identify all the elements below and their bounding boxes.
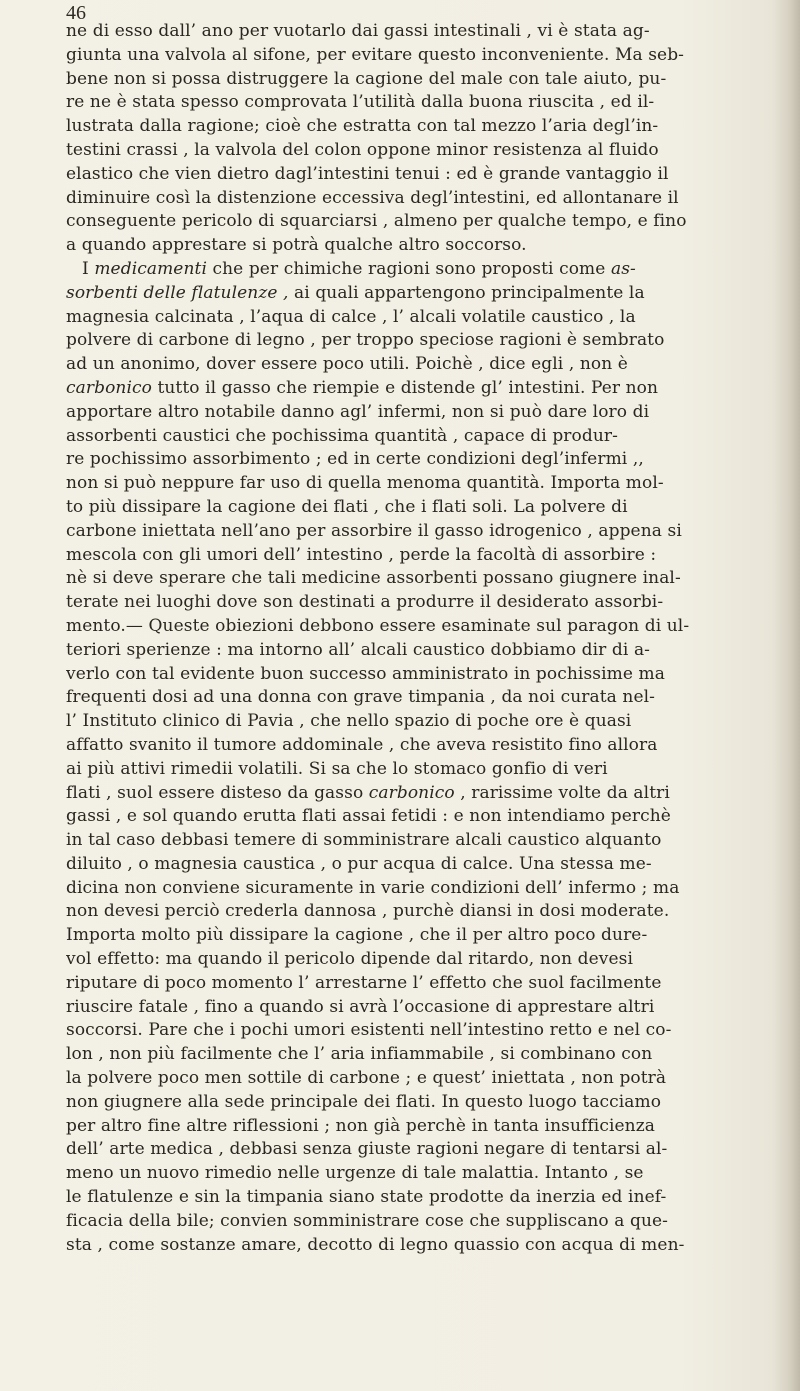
text-span: ai quali appartengono principalmente la bbox=[288, 282, 645, 303]
text-line: bene non si possa distruggere la cagione del male con tale aiuto, pu- bbox=[66, 68, 667, 89]
text-line: elastico che vien dietro dagl’intestini tenui : ed è grande vantaggio il bbox=[66, 163, 669, 184]
text-span: flati , suol essere disteso da gasso bbox=[66, 782, 369, 803]
text-line: a quando apprestare si potrà qualche altro soccorso. bbox=[66, 235, 527, 256]
text-line: le flatulenze e sin la timpania siano state prodotte da inerzia ed inef- bbox=[66, 1187, 667, 1208]
text-line: lustrata dalla ragione; cioè che estratta con tal mezzo l’aria degl’in- bbox=[66, 116, 659, 137]
italic-text-span: carbonico bbox=[66, 377, 152, 398]
text-line: re ne è stata spesso comprovata l’utilità dalla buona riuscita , ed il- bbox=[66, 92, 655, 113]
text-line: gassi , e sol quando erutta flati assai fetidi : e non intendiamo perchè bbox=[66, 806, 671, 827]
text-line: sta , come sostanze amare, decotto di legno quassio con acqua di men- bbox=[66, 1234, 685, 1255]
text-line: non devesi perciò crederla dannosa , purchè diansi in dosi moderate. bbox=[66, 901, 670, 922]
text-line: la polvere poco men sottile di carbone ; e quest’ iniettata , non potrà bbox=[66, 1068, 667, 1089]
text-span: I bbox=[82, 258, 95, 279]
text-line: riuscire fatale , fino a quando si avrà l’occasione di apprestare altri bbox=[66, 996, 655, 1017]
text-line: diminuire così la distenzione eccessiva degl’intestini, ed allontanare il bbox=[66, 187, 679, 208]
text-line: ai più attivi rimedii volatili. Si sa che lo stomaco gonfio di veri bbox=[66, 758, 608, 779]
text-line: giunta una valvola al sifone, per evitare questo inconveniente. Ma seb- bbox=[66, 44, 685, 65]
text-line: apportare altro notabile danno agl’ infermi, non si può dare loro di bbox=[66, 401, 650, 422]
text-line: conseguente pericolo di squarciarsi , almeno per qualche tempo, e fino bbox=[66, 211, 687, 232]
text-line bbox=[66, 282, 782, 306]
text-line: affatto svanito il tumore addominale , che aveva resistito fino allora bbox=[66, 734, 658, 755]
text-line: Importa molto più dissipare la cagione , che il per altro poco dure- bbox=[66, 925, 648, 946]
italic-text-span: carbonico bbox=[368, 782, 455, 803]
text-line bbox=[66, 377, 782, 401]
text-line: carbone iniettata nell’ano per assorbire il gasso idrogenico , appena si bbox=[66, 520, 682, 541]
italic-text-span: medicamenti bbox=[94, 258, 207, 279]
text-line bbox=[66, 258, 782, 282]
text-line: nè si deve sperare che tali medicine assorbenti possano giugnere inal- bbox=[66, 568, 681, 589]
text-line: meno un nuovo rimedio nelle urgenze di tale malattia. Intanto , se bbox=[66, 1163, 644, 1184]
text-line: per altro fine altre riflessioni ; non già perchè in tanta insufficienza bbox=[66, 1115, 655, 1136]
text-line: re pochissimo assorbimento ; ed in certe condizioni degl’infermi ,, bbox=[66, 449, 644, 470]
text-line: dicina non conviene sicuramente in varie condizioni dell’ infermo ; ma bbox=[66, 877, 680, 898]
text-line: teriori sperienze : ma intorno all’ alcali caustico dobbiamo dir di a- bbox=[66, 639, 651, 660]
text-line: ad un anonimo, dover essere poco utili. Poichè , dice egli , non è bbox=[66, 354, 628, 375]
text-line bbox=[66, 782, 782, 806]
italic-text-span: sorbenti delle flatulenze , bbox=[66, 282, 289, 303]
text-line: verlo con tal evidente buon successo amministrato in pochissime ma bbox=[66, 663, 665, 684]
text-line: testini crassi , la valvola del colon oppone minor resistenza al fluido bbox=[66, 139, 659, 160]
text-line: terate nei luoghi dove son destinati a produrre il desiderato assorbi- bbox=[66, 592, 664, 613]
italic-text-span: as- bbox=[610, 258, 636, 279]
text-line: to più dissipare la cagione dei flati , che i flati soli. La polvere di bbox=[66, 496, 628, 517]
text-span: , rarissime volte da altri bbox=[454, 782, 670, 803]
text-line: vol effetto: ma quando il pericolo dipende dal ritardo, non devesi bbox=[66, 949, 634, 970]
text-line: diluito , o magnesia caustica , o pur acqua di calce. Una stessa me- bbox=[66, 853, 652, 874]
page-number: 46 bbox=[66, 2, 86, 24]
text-line: magnesia calcinata , l’aqua di calce , l’ alcali volatile caustico , la bbox=[66, 306, 636, 327]
text-line: dell’ arte medica , debbasi senza giuste ragioni negare di tentarsi al- bbox=[66, 1139, 668, 1160]
text-line: riputare di poco momento l’ arrestarne l’ effetto che suol facilmente bbox=[66, 972, 662, 993]
text-line: mescola con gli umori dell’ intestino , perde la facoltà di assorbire : bbox=[66, 544, 657, 565]
text-line: ne di esso dall’ ano per vuotarlo dai gassi intestinali , vi è stata ag- bbox=[66, 21, 650, 41]
text-line: non giugnere alla sede principale dei flati. In questo luogo tacciamo bbox=[66, 1091, 662, 1112]
text-line: polvere di carbone di legno , per troppo speciose ragioni è sembrato bbox=[66, 330, 665, 351]
text-line: frequenti dosi ad una donna con grave timpania , da noi curata nel- bbox=[66, 687, 655, 708]
text-line: l’ Instituto clinico di Pavia , che nello spazio di poche ore è quasi bbox=[66, 711, 632, 732]
text-line: mento.— Queste obiezioni debbono essere esaminate sul paragon di ul- bbox=[66, 615, 690, 636]
text-line: in tal caso debbasi temere di somministrare alcali caustico alquanto bbox=[66, 830, 662, 851]
text-line: lon , non più facilmente che l’ aria infiammabile , si combinano con bbox=[66, 1044, 653, 1065]
text-line: soccorsi. Pare che i pochi umori esistenti nell’intestino retto e nel co- bbox=[66, 1020, 672, 1041]
text-span: che per chimiche ragioni sono proposti come bbox=[206, 258, 611, 279]
text-line: assorbenti caustici che pochissima quantità , capace di produr- bbox=[66, 425, 618, 446]
text-span: tutto il gasso che riempie e distende gl’ intestini. Per non bbox=[151, 377, 659, 398]
body-text bbox=[66, 20, 782, 1257]
text-line: ficacia della bile; convien somministrare cose che suppliscano a que- bbox=[66, 1210, 669, 1231]
text-line: non si può neppure far uso di quella menoma quantità. Importa mol- bbox=[66, 473, 664, 494]
